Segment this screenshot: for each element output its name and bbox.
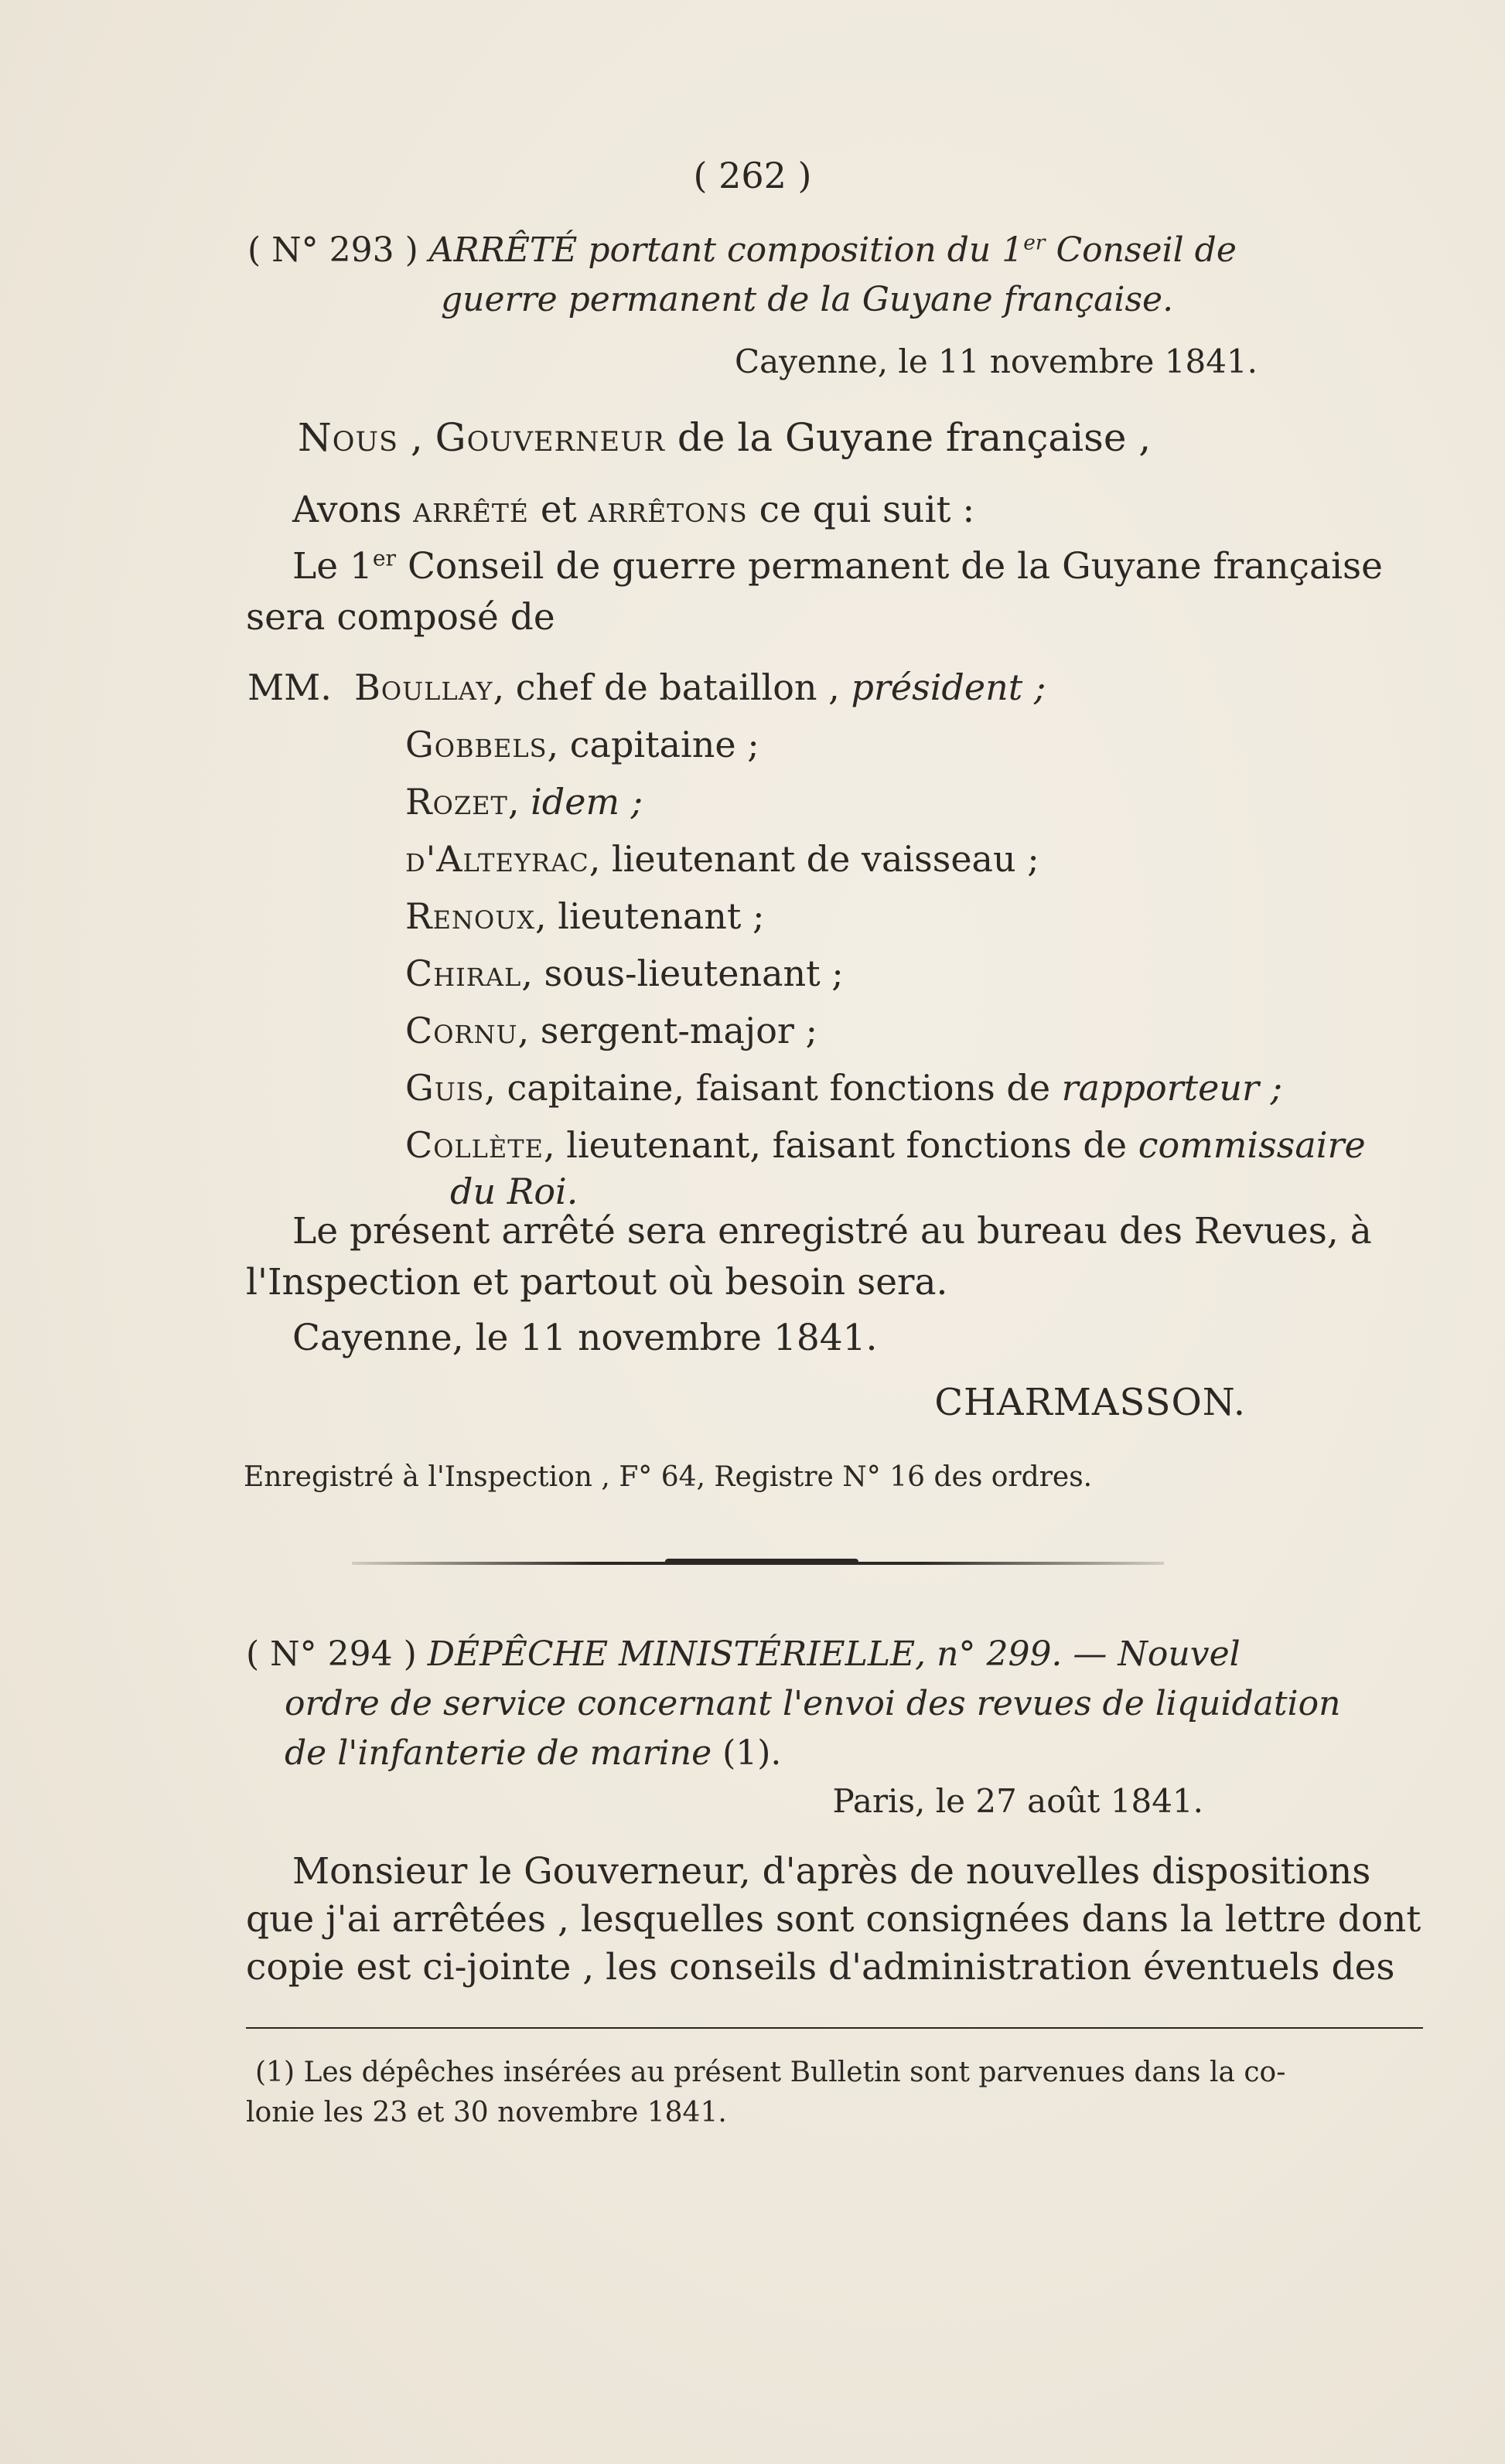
- members-list: [247, 659, 1423, 1220]
- section1-title: ARRÊTÉ portant composition du 1er Conseil de: [428, 230, 1237, 270]
- closing-paragraph: Le présent arrêté sera enregistré au bureau des Revues, à l'Inspection et partout où besoin sera. Cayenne, le 11 novembre 1841.: [246, 1210, 1372, 1359]
- section2-dateline: Paris, le 27 août 1841.: [832, 1782, 1203, 1820]
- member-entry: Renoux, lieutenant ;: [405, 895, 765, 937]
- section1-dateline: Cayenne, le 11 novembre 1841.: [735, 343, 1258, 380]
- page-number: ( 262 ): [693, 155, 812, 196]
- section2-heading: [246, 1630, 1406, 1778]
- section2-title-line3: de l'infanterie de marine (1).: [285, 1733, 782, 1773]
- member-entry: Gobbels, capitaine ;: [405, 724, 759, 765]
- section1-number: ( N° 293 ): [247, 230, 418, 270]
- member-entry: Collète, lieutenant, faisant fonctions de commissaire: [405, 1124, 1366, 1166]
- member-entry: d'Alteyrac, lieutenant de vaisseau ;: [405, 838, 1039, 880]
- signature: CHARMASSON.: [934, 1381, 1246, 1424]
- member-continuation: du Roi.: [450, 1171, 578, 1212]
- intro-line: Nous , Gouverneur de la Guyane française ,: [298, 415, 1152, 460]
- section2-body: Monsieur le Gouverneur, d'après de nouvelles dispositions que j'ai arrêtées , lesquelles sont consignées dans la lettre dont copie est ci-jointe , les conseils d'administration éventuels des: [246, 1850, 1421, 1989]
- registration-note: Enregistré à l'Inspection , F° 64, Registre N° 16 des ordres.: [244, 1461, 1093, 1493]
- section2-title-line1: DÉPÊCHE MINISTÉRIELLE, n° 299. — Nouvel: [427, 1634, 1241, 1674]
- section2-title-line2: ordre de service concernant l'envoi des revues de liquidation: [285, 1684, 1341, 1723]
- member-entry: Rozet, idem ;: [405, 781, 643, 823]
- composition-paragraph: Le 1er Conseil de guerre permanent de la Guyane française sera composé de: [246, 545, 1383, 639]
- member-entry: Chiral, sous-lieutenant ;: [405, 953, 844, 994]
- section2-number: ( N° 294 ): [246, 1634, 417, 1674]
- section-separator-ornament: [665, 1559, 858, 1565]
- section1-heading: [247, 226, 1408, 325]
- member-entry: Guis, capitaine, faisant fonctions de rapporteur ;: [405, 1067, 1283, 1109]
- member-entry: MM. Boullay, chef de bataillon , président ;: [247, 666, 1046, 708]
- footnote-rule: [246, 2027, 1423, 2029]
- avons-line: Avons arrêté et arrêtons ce qui suit :: [292, 489, 975, 531]
- member-entry: Cornu, sergent-major ;: [405, 1010, 817, 1051]
- section1-title-line2: guerre permanent de la Guyane française.: [441, 280, 1174, 319]
- footnote: (1) Les dépêches insérées au présent Bulletin sont parvenues dans la co- lonie les 23 et 30 novembre 1841.: [246, 2057, 1286, 2128]
